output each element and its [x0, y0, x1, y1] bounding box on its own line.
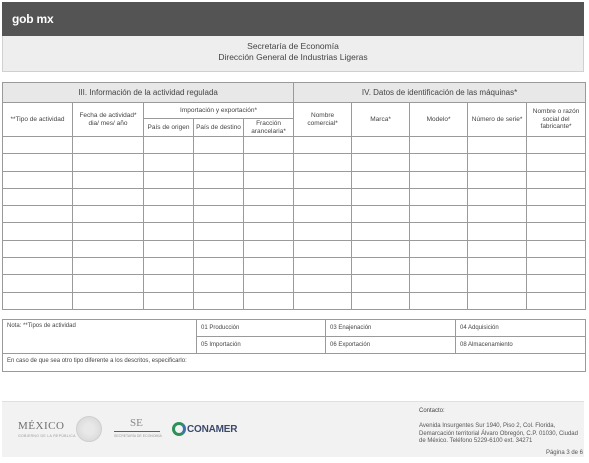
- table-cell[interactable]: [73, 240, 144, 257]
- document-header: [2, 36, 584, 72]
- table-cell[interactable]: [294, 275, 352, 292]
- col-fabricante: Nombre o razón social del fabricante*: [527, 103, 586, 137]
- table-cell[interactable]: [194, 223, 244, 240]
- table-cell[interactable]: [527, 171, 586, 188]
- table-cell[interactable]: [410, 292, 468, 309]
- table-cell[interactable]: [410, 188, 468, 205]
- table-cell[interactable]: [73, 154, 144, 171]
- gobmx-logo: gob mx: [12, 12, 54, 26]
- header-ministry: Secretaría de Economía: [247, 41, 339, 51]
- table-cell[interactable]: [410, 206, 468, 223]
- header-directorate: Dirección General de Industrias Ligeras: [218, 52, 368, 62]
- contact-address: Avenida Insurgentes Sur 1940, Piso 2, Col. Florida, Demarcación territorial Álvaro Obregón, C.P. 01030, Ciudad de México. Teléfono 5229-6100 ext. 34271: [419, 423, 578, 444]
- col-marca: Marca*: [352, 103, 410, 137]
- table-cell[interactable]: [468, 275, 527, 292]
- national-seal-icon: [76, 416, 102, 442]
- table-cell[interactable]: [468, 292, 527, 309]
- table-row: [3, 137, 586, 154]
- section-4-title: IV. Datos de identificación de las máquinas*: [294, 83, 586, 103]
- table-row: [3, 171, 586, 188]
- table-cell[interactable]: [352, 223, 410, 240]
- table-cell[interactable]: [468, 171, 527, 188]
- activity-type-06: 06 Exportación: [326, 337, 456, 354]
- mexico-logo: MÉXICO: [18, 420, 65, 432]
- table-cell[interactable]: [468, 240, 527, 257]
- activity-type-03: 03 Enajenación: [326, 320, 456, 337]
- table-row: [3, 240, 586, 257]
- table-cell[interactable]: [244, 137, 294, 154]
- table-cell[interactable]: [73, 223, 144, 240]
- table-cell[interactable]: [352, 137, 410, 154]
- table-cell[interactable]: [294, 154, 352, 171]
- group-importacion-exportacion: Importación y exportación*: [144, 103, 294, 119]
- activity-type-08: 08 Almacenamiento: [456, 337, 586, 354]
- table-cell[interactable]: [410, 171, 468, 188]
- table-row: [3, 258, 586, 275]
- table-body: [3, 137, 586, 310]
- table-cell[interactable]: [352, 240, 410, 257]
- footer: [2, 401, 584, 457]
- table-row: [3, 275, 586, 292]
- table-cell[interactable]: [352, 292, 410, 309]
- table-cell[interactable]: [194, 154, 244, 171]
- table-cell[interactable]: [73, 206, 144, 223]
- table-cell[interactable]: [194, 275, 244, 292]
- table-cell[interactable]: [194, 137, 244, 154]
- table-cell[interactable]: [194, 240, 244, 257]
- table-cell[interactable]: [244, 292, 294, 309]
- table-cell[interactable]: [352, 206, 410, 223]
- se-logo: SE: [130, 417, 143, 429]
- table-cell[interactable]: [527, 206, 586, 223]
- col-tipo-actividad: **Tipo de actividad: [3, 103, 73, 137]
- table-cell[interactable]: [194, 206, 244, 223]
- table-cell[interactable]: [144, 171, 194, 188]
- activity-table: [2, 82, 586, 310]
- activity-type-04: 04 Adquisición: [456, 320, 586, 337]
- table-cell[interactable]: [294, 137, 352, 154]
- table-cell[interactable]: [144, 154, 194, 171]
- note-activity-types: Nota: **Tipos de actividad: [3, 320, 197, 354]
- table-cell[interactable]: [73, 188, 144, 205]
- table-row: [3, 292, 586, 309]
- table-cell[interactable]: [527, 188, 586, 205]
- table-cell[interactable]: [527, 275, 586, 292]
- table-cell[interactable]: [3, 154, 73, 171]
- table-cell[interactable]: [468, 258, 527, 275]
- table-cell[interactable]: [352, 154, 410, 171]
- table-cell[interactable]: [194, 292, 244, 309]
- col-fecha-actividad: Fecha de actividad* dia/ mes/ año: [73, 103, 144, 137]
- notes-table: [2, 319, 586, 372]
- table-cell[interactable]: [410, 137, 468, 154]
- table-cell[interactable]: [468, 223, 527, 240]
- table-cell[interactable]: [244, 171, 294, 188]
- se-logo-subtitle: SECRETARÍA DE ECONOMÍA: [114, 434, 162, 438]
- table-cell[interactable]: [144, 258, 194, 275]
- table-cell[interactable]: [3, 188, 73, 205]
- table-cell[interactable]: [410, 240, 468, 257]
- table-cell[interactable]: [3, 292, 73, 309]
- table-cell[interactable]: [73, 137, 144, 154]
- table-row: [3, 206, 586, 223]
- table-cell[interactable]: [244, 240, 294, 257]
- table-cell[interactable]: [244, 154, 294, 171]
- conamer-icon: [172, 422, 186, 436]
- table-cell[interactable]: [144, 206, 194, 223]
- table-cell[interactable]: [527, 223, 586, 240]
- table-cell[interactable]: [352, 258, 410, 275]
- contact-label: Contacto:: [419, 408, 445, 414]
- col-fraccion-arancelaria: Fracción arancelaria*: [244, 119, 294, 137]
- section-3-title: III. Información de la actividad regulada: [3, 83, 294, 103]
- table-cell[interactable]: [3, 240, 73, 257]
- table-cell[interactable]: [244, 275, 294, 292]
- table-cell[interactable]: [527, 137, 586, 154]
- col-pais-origen: País de origen: [144, 119, 194, 137]
- table-cell[interactable]: [294, 292, 352, 309]
- table-cell[interactable]: [527, 240, 586, 257]
- table-cell[interactable]: [352, 188, 410, 205]
- table-cell[interactable]: [527, 292, 586, 309]
- table-cell[interactable]: [144, 292, 194, 309]
- mexico-logo-subtitle: GOBIERNO DE LA REPÚBLICA: [18, 434, 76, 438]
- col-pais-destino: País de destino: [194, 119, 244, 137]
- table-cell[interactable]: [294, 188, 352, 205]
- table-cell[interactable]: [294, 258, 352, 275]
- table-cell[interactable]: [352, 171, 410, 188]
- table-cell[interactable]: [73, 292, 144, 309]
- table-row: [3, 223, 586, 240]
- table-cell[interactable]: [410, 223, 468, 240]
- table-cell[interactable]: [3, 171, 73, 188]
- table-cell[interactable]: [294, 171, 352, 188]
- table-cell[interactable]: [73, 275, 144, 292]
- table-cell[interactable]: [144, 137, 194, 154]
- table-cell[interactable]: [144, 188, 194, 205]
- table-cell[interactable]: [294, 240, 352, 257]
- table-cell[interactable]: [194, 171, 244, 188]
- table-cell[interactable]: [3, 223, 73, 240]
- table-row: [3, 154, 586, 171]
- table-cell[interactable]: [3, 206, 73, 223]
- table-cell[interactable]: [410, 275, 468, 292]
- table-cell[interactable]: [468, 154, 527, 171]
- table-cell[interactable]: [144, 275, 194, 292]
- table-cell[interactable]: [73, 171, 144, 188]
- top-bar: [2, 2, 584, 36]
- table-cell[interactable]: [194, 188, 244, 205]
- page-number: Página 3 de 6: [545, 450, 583, 456]
- table-cell[interactable]: [527, 154, 586, 171]
- se-logo-rule: [114, 431, 160, 432]
- table-cell[interactable]: [468, 206, 527, 223]
- table-cell[interactable]: [244, 223, 294, 240]
- col-numero-serie: Número de serie*: [468, 103, 527, 137]
- table-cell[interactable]: [73, 258, 144, 275]
- table-cell[interactable]: [294, 206, 352, 223]
- col-modelo: Modelo*: [410, 103, 468, 137]
- table-row: [3, 188, 586, 205]
- table-cell[interactable]: [144, 240, 194, 257]
- table-cell[interactable]: [244, 206, 294, 223]
- table-cell[interactable]: [144, 223, 194, 240]
- table-cell[interactable]: [468, 188, 527, 205]
- activity-type-01: 01 Producción: [197, 320, 326, 337]
- table-cell[interactable]: [352, 275, 410, 292]
- other-type-field[interactable]: En caso de que sea otro tipo diferente a los descritos, especificarlo:: [3, 354, 586, 372]
- table-cell[interactable]: [194, 258, 244, 275]
- table-cell[interactable]: [244, 188, 294, 205]
- table-cell[interactable]: [527, 258, 586, 275]
- table-cell[interactable]: [410, 154, 468, 171]
- table-cell[interactable]: [294, 223, 352, 240]
- table-cell[interactable]: [244, 258, 294, 275]
- conamer-logo: CONAMER: [187, 424, 238, 435]
- table-cell[interactable]: [3, 275, 73, 292]
- table-cell[interactable]: [3, 258, 73, 275]
- table-cell[interactable]: [3, 137, 73, 154]
- activity-type-05: 05 Importación: [197, 337, 326, 354]
- col-nombre-comercial: Nombre comercial*: [294, 103, 352, 137]
- table-cell[interactable]: [410, 258, 468, 275]
- table-cell[interactable]: [468, 137, 527, 154]
